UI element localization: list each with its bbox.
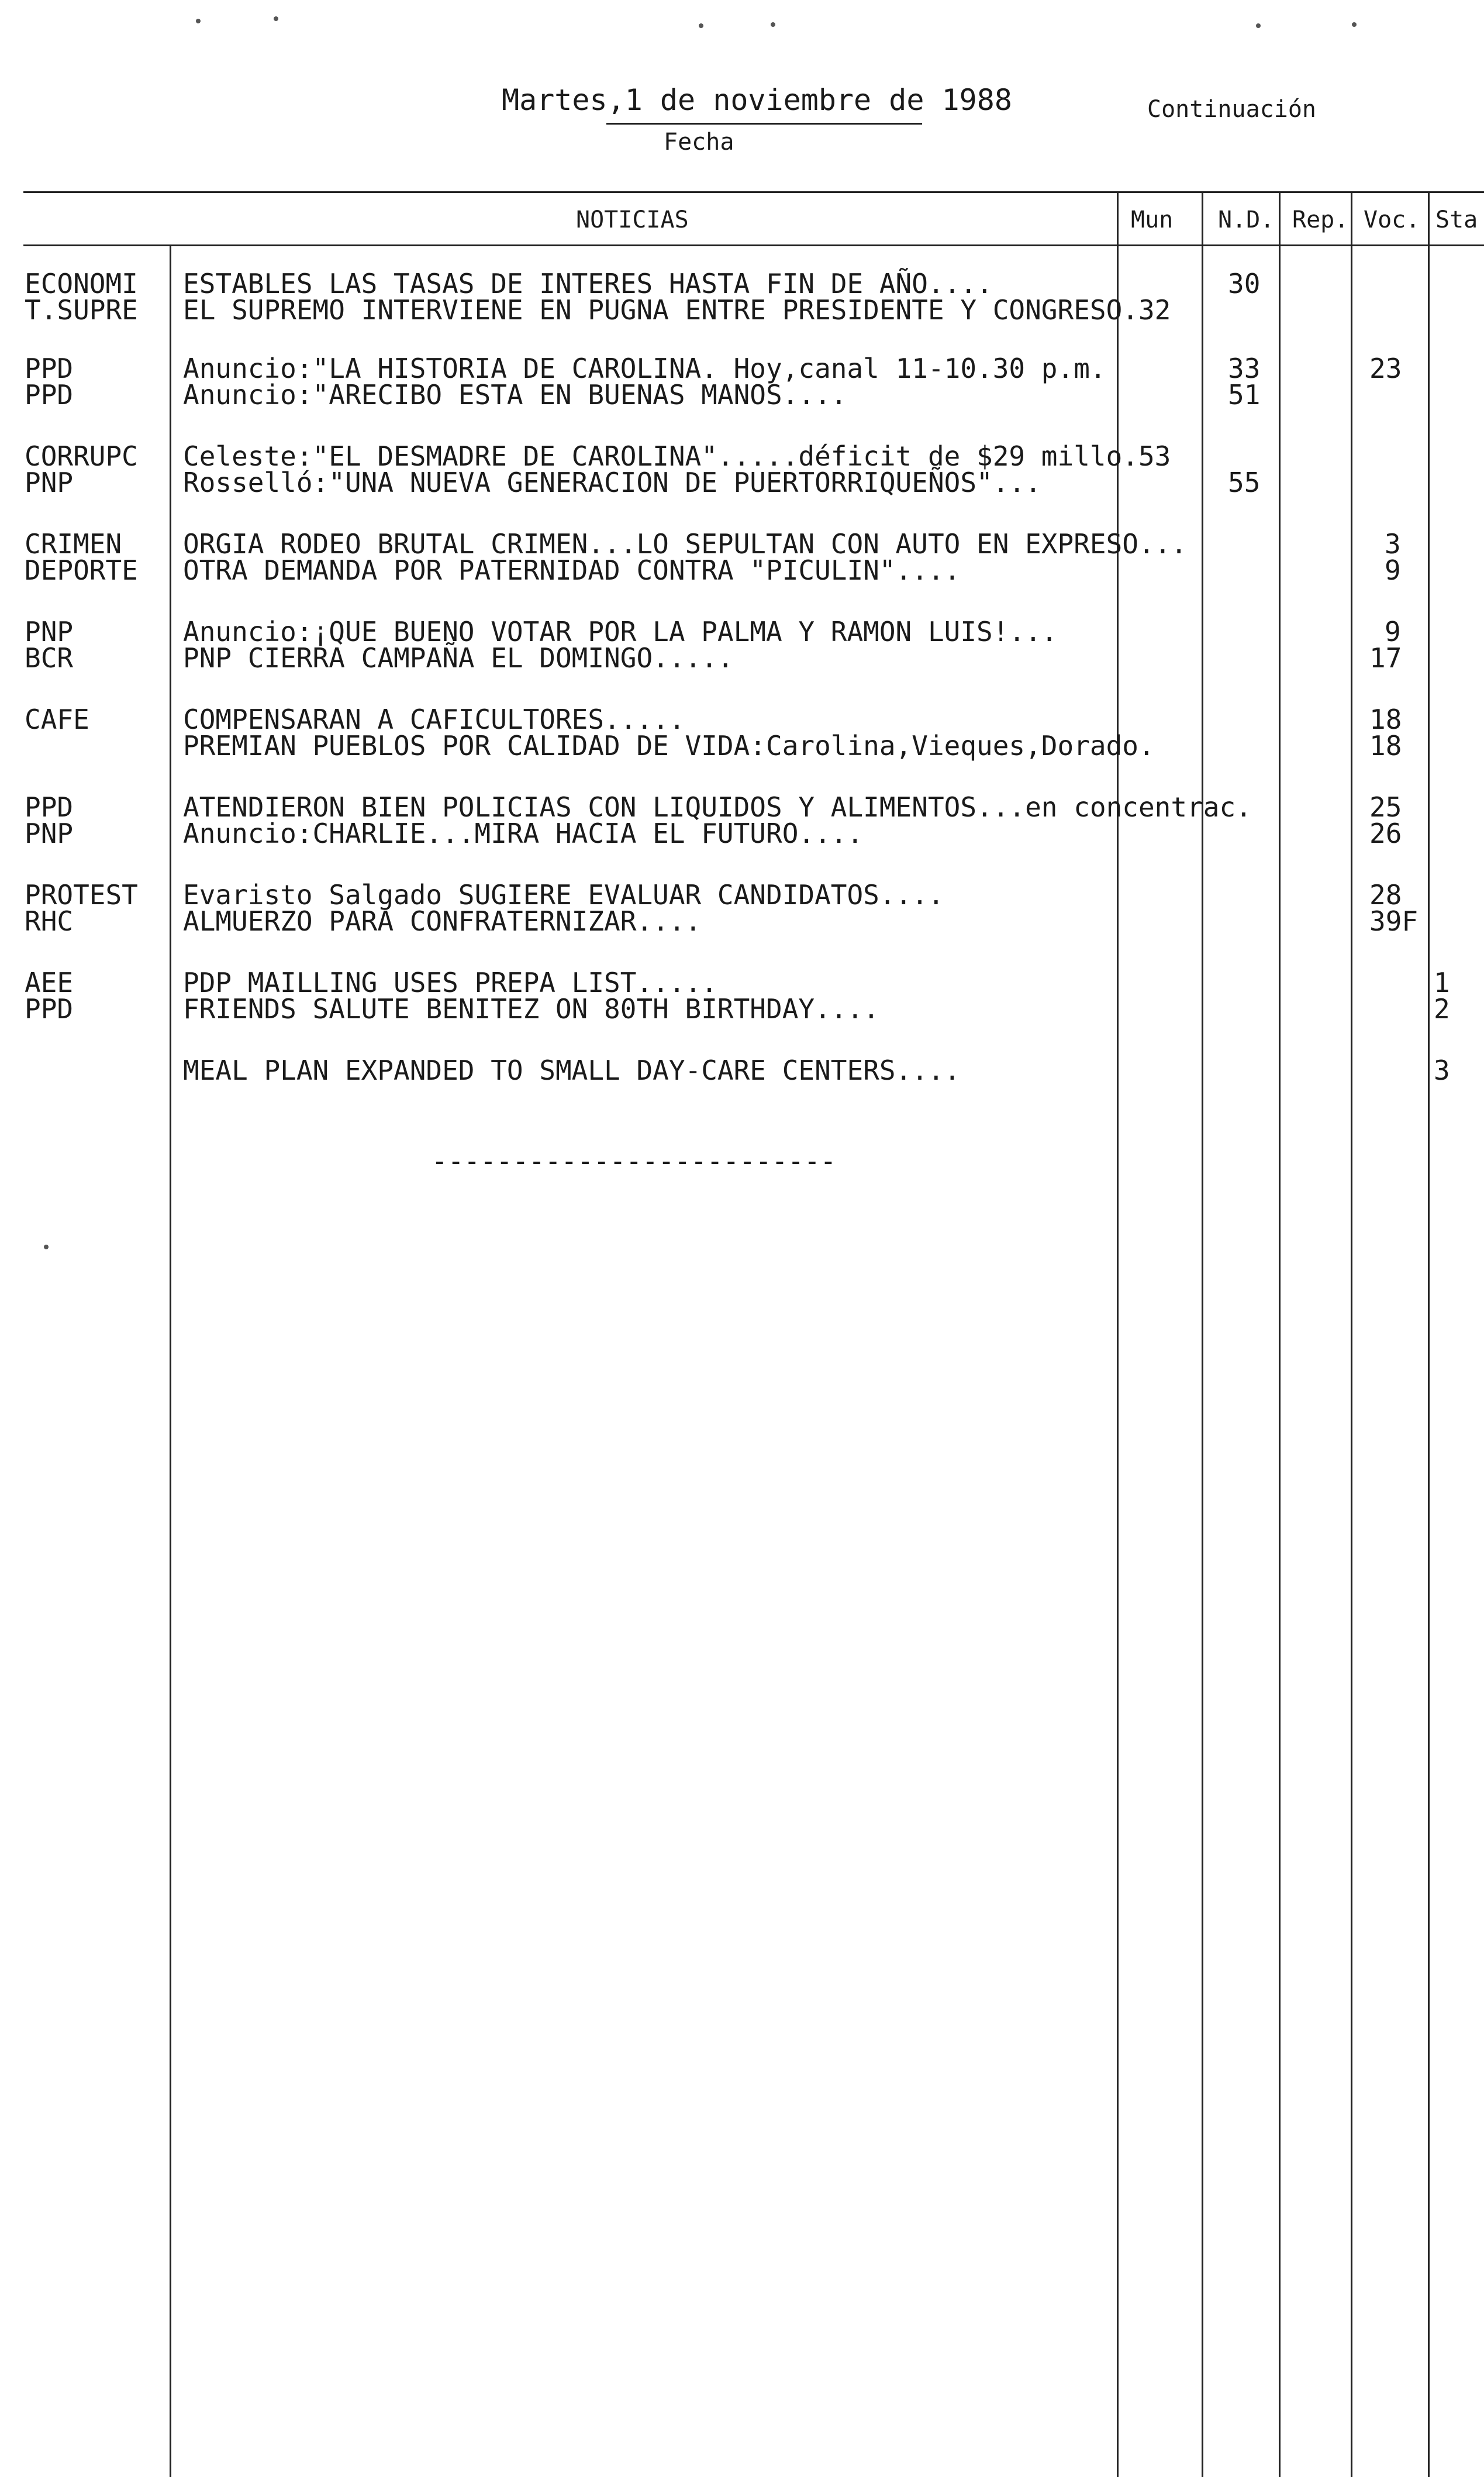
row-category: PROTEST — [25, 879, 138, 911]
row-headline: ALMUERZO PARA CONFRATERNIZAR.... — [183, 905, 702, 937]
row-category: T.SUPRE — [25, 294, 138, 326]
scan-speck — [699, 23, 703, 28]
row-category: PPD — [25, 993, 74, 1025]
row-headline: MEAL PLAN EXPANDED TO SMALL DAY-CARE CENTERS.... — [183, 1055, 961, 1086]
row-headline: Anuncio:¡QUE BUENO VOTAR POR LA PALMA Y RAMON LUIS!... — [183, 616, 1058, 647]
row-headline: PNP CIERRA CAMPAÑA EL DOMINGO..... — [183, 642, 734, 674]
end-of-list-rule: ------------------------- — [432, 1145, 837, 1177]
scan-speck — [771, 22, 775, 27]
date-label: Fecha — [664, 129, 734, 156]
column-header-rep: Rep. — [1292, 206, 1349, 233]
scan-speck — [1256, 23, 1261, 28]
row-voc-page: 9 — [1385, 554, 1401, 586]
row-voc-page: 26 — [1369, 818, 1402, 849]
row-nd-page: 30 — [1228, 268, 1261, 299]
row-headline: Celeste:"EL DESMADRE DE CAROLINA".....déficit de $29 millo.53 — [183, 440, 1171, 472]
row-voc-page: 18 — [1369, 730, 1402, 762]
row-category: CORRUPC — [25, 440, 138, 472]
row-category: ECONOMI — [25, 268, 138, 299]
row-headline: PREMIAN PUEBLOS POR CALIDAD DE VIDA:Carolina,Vieques,Dorado. — [183, 730, 1155, 762]
scan-speck — [274, 16, 278, 21]
row-headline: Anuncio:"LA HISTORIA DE CAROLINA. Hoy,canal 11-10.30 p.m. — [183, 353, 1106, 384]
row-category: PPD — [25, 379, 74, 411]
row-headline: Evaristo Salgado SUGIERE EVALUAR CANDIDATOS.... — [183, 879, 944, 911]
row-category: BCR — [25, 642, 74, 674]
row-headline: ORGIA RODEO BRUTAL CRIMEN...LO SEPULTAN CON AUTO EN EXPRESO... — [183, 528, 1188, 560]
row-nd-page: 33 — [1228, 353, 1261, 384]
nd-column-rule — [1202, 191, 1203, 2477]
scan-speck — [196, 19, 201, 23]
row-headline: Rosselló:"UNA NUEVA GENERACION DE PUERTORRIQUEÑOS"... — [183, 467, 1041, 498]
row-headline: ESTABLES LAS TASAS DE INTERES HASTA FIN DE AÑO.... — [183, 268, 993, 299]
scan-speck — [1352, 22, 1357, 27]
row-headline: FRIENDS SALUTE BENITEZ ON 80TH BIRTHDAY.... — [183, 993, 879, 1025]
row-headline: COMPENSARAN A CAFICULTORES..... — [183, 704, 685, 735]
row-nd-page: 51 — [1228, 379, 1261, 411]
row-category: PPD — [25, 791, 74, 823]
row-category: AEE — [25, 967, 74, 998]
continuation-label: Continuación — [1147, 96, 1316, 123]
row-voc-page: 17 — [1369, 642, 1402, 674]
document-date: Martes,1 de noviembre de 1988 — [502, 83, 1012, 117]
row-voc-page: 9 — [1385, 616, 1401, 647]
row-category: PNP — [25, 616, 74, 647]
row-category: PPD — [25, 353, 74, 384]
row-headline: PDP MAILLING USES PREPA LIST..... — [183, 967, 717, 998]
row-voc-page: 3 — [1385, 528, 1401, 560]
row-category: CRIMEN — [25, 528, 122, 560]
voc-column-rule — [1351, 191, 1352, 2477]
row-category: DEPORTE — [25, 554, 138, 586]
row-voc-page: 28 — [1369, 879, 1402, 911]
row-voc-page: 23 — [1369, 353, 1402, 384]
column-header-mun: Mun — [1131, 206, 1174, 233]
star-column-rule — [1428, 191, 1430, 2477]
row-headline: ATENDIERON BIEN POLICIAS CON LIQUIDOS Y ALIMENTOS...en concentrac. — [183, 791, 1252, 823]
column-header-sta: Sta — [1435, 206, 1478, 233]
row-category: RHC — [25, 905, 74, 937]
row-category: PNP — [25, 818, 74, 849]
column-header-voc: Voc. — [1364, 206, 1420, 233]
date-underline — [606, 123, 922, 125]
rep-column-rule — [1279, 191, 1281, 2477]
category-column-rule — [170, 244, 171, 2477]
row-star-page: 1 — [1434, 967, 1450, 998]
row-voc-page: 39F — [1369, 905, 1419, 937]
column-header-noticias: NOTICIAS — [576, 206, 689, 233]
row-star-page: 2 — [1434, 993, 1450, 1025]
row-headline: OTRA DEMANDA POR PATERNIDAD CONTRA "PICULIN".... — [183, 554, 961, 586]
table-header-rule — [23, 244, 1484, 246]
row-voc-page: 18 — [1369, 704, 1402, 735]
table-top-rule — [23, 191, 1484, 193]
row-category: PNP — [25, 467, 74, 498]
row-star-page: 3 — [1434, 1055, 1450, 1086]
row-category: CAFE — [25, 704, 89, 735]
row-voc-page: 25 — [1369, 791, 1402, 823]
row-headline: Anuncio:CHARLIE...MIRA HACIA EL FUTURO.... — [183, 818, 864, 849]
scan-speck — [44, 1245, 49, 1249]
column-header-nd: N.D. — [1218, 206, 1275, 233]
row-nd-page: 55 — [1228, 467, 1261, 498]
row-headline: EL SUPREMO INTERVIENE EN PUGNA ENTRE PRESIDENTE Y CONGRESO.32 — [183, 294, 1171, 326]
row-headline: Anuncio:"ARECIBO ESTA EN BUENAS MANOS.... — [183, 379, 847, 411]
